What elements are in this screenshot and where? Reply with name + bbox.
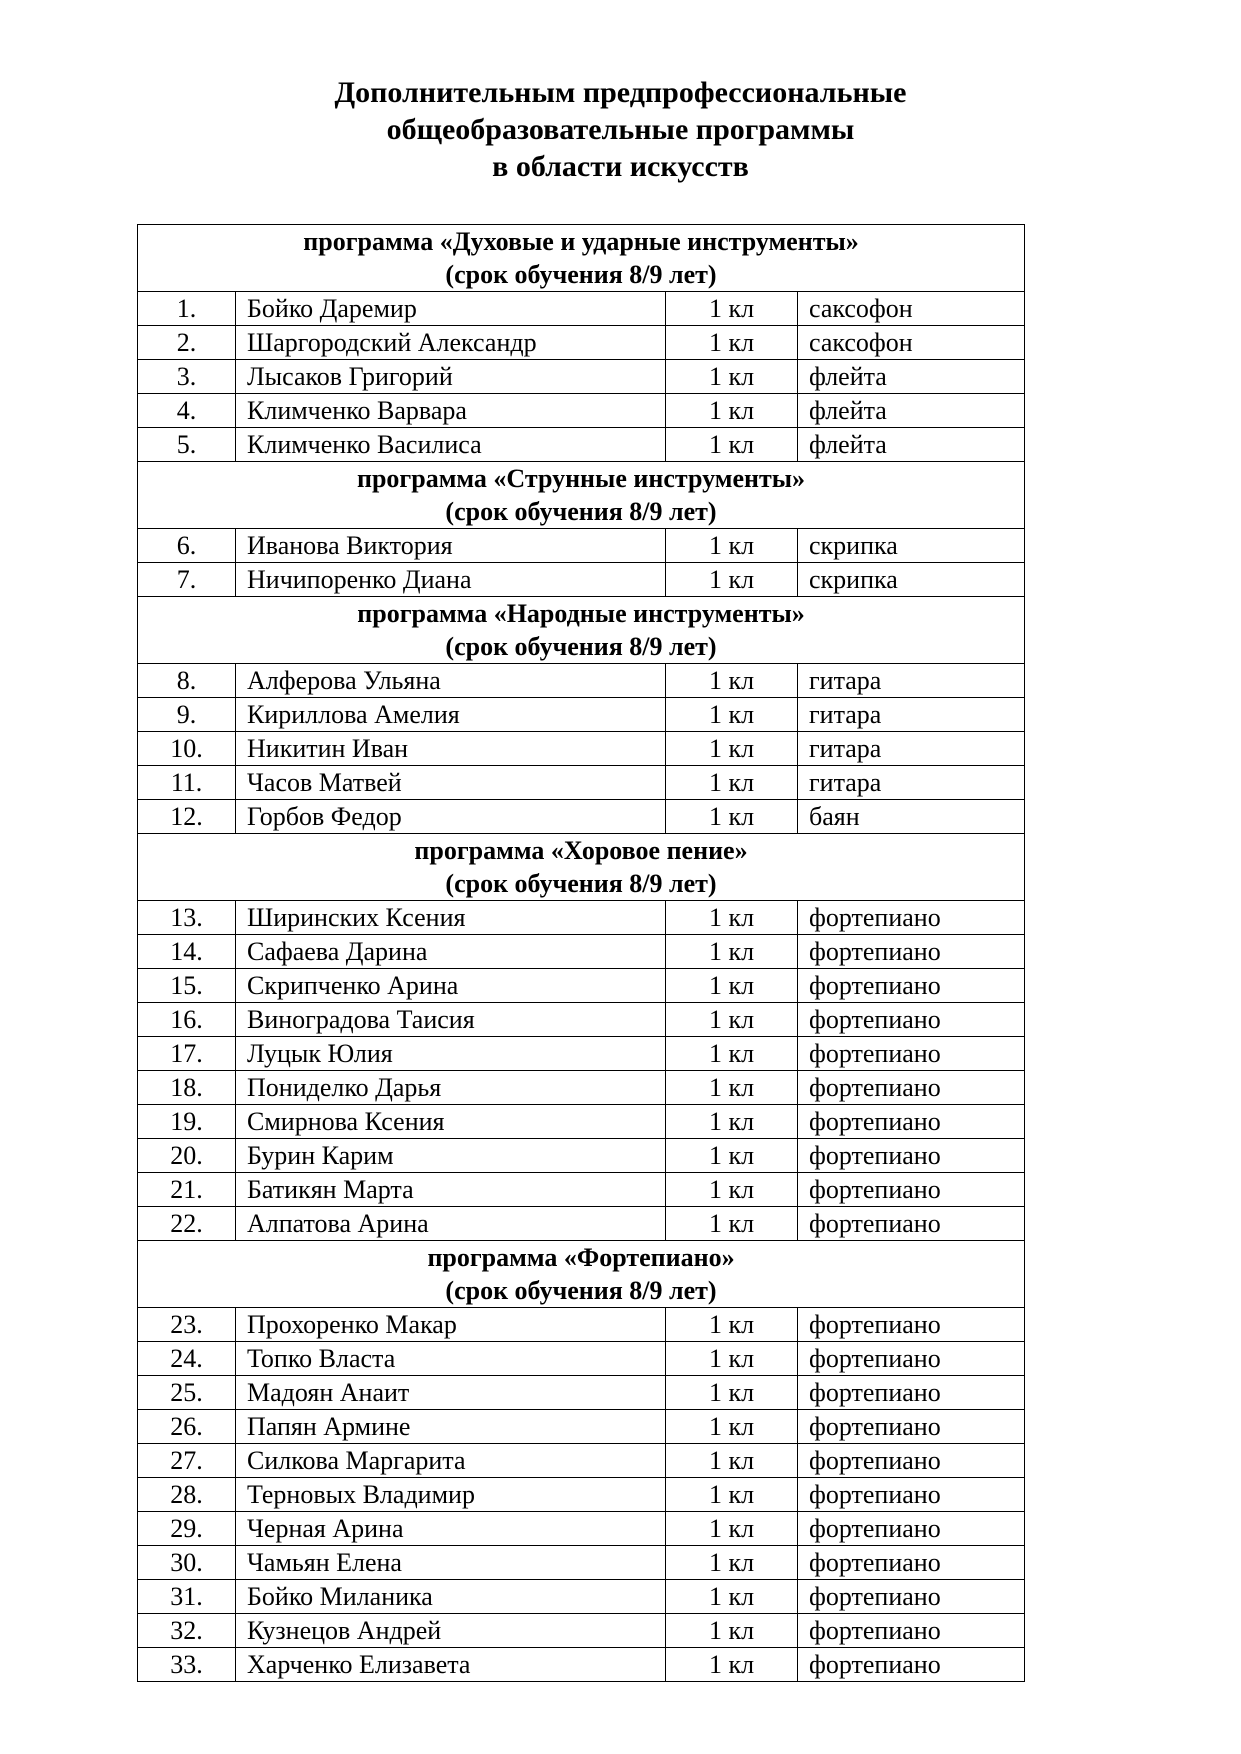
row-number: 12. [138,800,236,834]
student-name: Харченко Елизавета [236,1648,666,1682]
program-name: программа «Фортепиано» [427,1243,735,1272]
table-row [138,360,1025,394]
table-row [138,901,1025,935]
table-row [138,1139,1025,1173]
student-roster-table [137,224,1025,1682]
instrument: фортепиано [798,1139,1025,1173]
instrument: фортепиано [798,935,1025,969]
row-number: 31. [138,1580,236,1614]
instrument: фортепиано [798,1546,1025,1580]
row-number: 3. [138,360,236,394]
student-name: Иванова Виктория [236,529,666,563]
row-number: 21. [138,1173,236,1207]
table-row [138,732,1025,766]
student-name: Шаргородский Александр [236,326,666,360]
instrument: фортепиано [798,1037,1025,1071]
table-row [138,1342,1025,1376]
class-level: 1 кл [666,969,798,1003]
class-level: 1 кл [666,1342,798,1376]
table-row [138,292,1025,326]
class-level: 1 кл [666,766,798,800]
student-name: Часов Матвей [236,766,666,800]
instrument: гитара [798,698,1025,732]
student-name: Пониделко Дарья [236,1071,666,1105]
class-level: 1 кл [666,1546,798,1580]
title-line-3: в области искусств [492,150,749,183]
program-name: программа «Хоровое пение» [414,836,748,865]
student-name: Смирнова Ксения [236,1105,666,1139]
class-level: 1 кл [666,326,798,360]
row-number: 33. [138,1648,236,1682]
instrument: гитара [798,766,1025,800]
class-level: 1 кл [666,1614,798,1648]
class-level: 1 кл [666,292,798,326]
student-name: Климченко Варвара [236,394,666,428]
table-row [138,664,1025,698]
student-name: Кириллова Амелия [236,698,666,732]
student-name: Бойко Миланика [236,1580,666,1614]
row-number: 5. [138,428,236,462]
table-row [138,698,1025,732]
student-name: Терновых Владимир [236,1478,666,1512]
student-name: Мадоян Анаит [236,1376,666,1410]
instrument: фортепиано [798,1207,1025,1241]
program-duration: (срок обучения 8/9 лет) [445,632,717,661]
row-number: 25. [138,1376,236,1410]
title-line-1: Дополнительным предпрофессиональные [334,76,907,109]
row-number: 29. [138,1512,236,1546]
page-title [0,74,1241,185]
instrument: фортепиано [798,1173,1025,1207]
title-line-2: общеобразовательные программы [386,113,855,146]
instrument: фортепиано [798,1071,1025,1105]
instrument: фортепиано [798,901,1025,935]
section-header-cell [138,1241,1025,1308]
program-duration: (срок обучения 8/9 лет) [445,1276,717,1305]
section-header-cell [138,834,1025,901]
table-row [138,935,1025,969]
row-number: 7. [138,563,236,597]
student-name: Бурин Карим [236,1139,666,1173]
instrument: флейта [798,428,1025,462]
row-number: 24. [138,1342,236,1376]
table-row [138,1546,1025,1580]
table-row [138,1478,1025,1512]
student-name: Никитин Иван [236,732,666,766]
class-level: 1 кл [666,360,798,394]
class-level: 1 кл [666,935,798,969]
table-row [138,1512,1025,1546]
class-level: 1 кл [666,1173,798,1207]
table-row [138,766,1025,800]
row-number: 13. [138,901,236,935]
table-row [138,1105,1025,1139]
instrument: фортепиано [798,1478,1025,1512]
row-number: 17. [138,1037,236,1071]
class-level: 1 кл [666,1071,798,1105]
instrument: флейта [798,394,1025,428]
student-name: Топко Власта [236,1342,666,1376]
roster-body [138,225,1025,1682]
instrument: фортепиано [798,1444,1025,1478]
instrument: фортепиано [798,1376,1025,1410]
row-number: 16. [138,1003,236,1037]
class-level: 1 кл [666,1478,798,1512]
section-header-row [138,834,1025,901]
instrument: фортепиано [798,1648,1025,1682]
student-name: Алферова Ульяна [236,664,666,698]
student-name: Горбов Федор [236,800,666,834]
table-row [138,326,1025,360]
class-level: 1 кл [666,1003,798,1037]
program-duration: (срок обучения 8/9 лет) [445,869,717,898]
class-level: 1 кл [666,1037,798,1071]
row-number: 8. [138,664,236,698]
instrument: баян [798,800,1025,834]
row-number: 26. [138,1410,236,1444]
row-number: 15. [138,969,236,1003]
table-row [138,1173,1025,1207]
program-name: программа «Струнные инструменты» [356,464,806,493]
row-number: 6. [138,529,236,563]
table-row [138,1376,1025,1410]
instrument: фортепиано [798,1308,1025,1342]
student-name: Черная Арина [236,1512,666,1546]
table-row [138,529,1025,563]
program-duration: (срок обучения 8/9 лет) [445,260,717,289]
instrument: фортепиано [798,1580,1025,1614]
student-name: Силкова Маргарита [236,1444,666,1478]
section-header-row [138,225,1025,292]
student-name: Чамьян Елена [236,1546,666,1580]
instrument: фортепиано [798,1105,1025,1139]
table-row [138,969,1025,1003]
table-row [138,1580,1025,1614]
row-number: 1. [138,292,236,326]
row-number: 18. [138,1071,236,1105]
row-number: 23. [138,1308,236,1342]
table-row [138,428,1025,462]
student-name: Прохоренко Макар [236,1308,666,1342]
instrument: флейта [798,360,1025,394]
table-row [138,1071,1025,1105]
program-duration: (срок обучения 8/9 лет) [445,497,717,526]
table-row [138,1308,1025,1342]
instrument: саксофон [798,326,1025,360]
student-name: Виноградова Таисия [236,1003,666,1037]
row-number: 19. [138,1105,236,1139]
student-name: Сафаева Дарина [236,935,666,969]
student-name: Луцык Юлия [236,1037,666,1071]
class-level: 1 кл [666,1376,798,1410]
row-number: 20. [138,1139,236,1173]
student-name: Скрипченко Арина [236,969,666,1003]
class-level: 1 кл [666,1512,798,1546]
row-number: 22. [138,1207,236,1241]
instrument: фортепиано [798,1410,1025,1444]
section-header-cell [138,225,1025,292]
row-number: 2. [138,326,236,360]
row-number: 27. [138,1444,236,1478]
student-name: Алпатова Арина [236,1207,666,1241]
row-number: 4. [138,394,236,428]
class-level: 1 кл [666,1444,798,1478]
class-level: 1 кл [666,563,798,597]
class-level: 1 кл [666,1105,798,1139]
class-level: 1 кл [666,394,798,428]
class-level: 1 кл [666,1139,798,1173]
section-header-row [138,1241,1025,1308]
table-row [138,1614,1025,1648]
table-row [138,1648,1025,1682]
class-level: 1 кл [666,698,798,732]
program-name: программа «Духовые и ударные инструменты» [303,227,859,256]
section-header-cell [138,462,1025,529]
class-level: 1 кл [666,1648,798,1682]
program-name: программа «Народные инструменты» [357,599,805,628]
student-name: Бойко Даремир [236,292,666,326]
student-name: Кузнецов Андрей [236,1614,666,1648]
class-level: 1 кл [666,901,798,935]
row-number: 9. [138,698,236,732]
class-level: 1 кл [666,1410,798,1444]
section-header-cell [138,597,1025,664]
row-number: 32. [138,1614,236,1648]
table-row [138,800,1025,834]
class-level: 1 кл [666,529,798,563]
student-name: Лысаков Григорий [236,360,666,394]
instrument: скрипка [798,563,1025,597]
instrument: гитара [798,664,1025,698]
class-level: 1 кл [666,800,798,834]
table-row [138,1003,1025,1037]
student-name: Ничипоренко Диана [236,563,666,597]
class-level: 1 кл [666,732,798,766]
table-row [138,563,1025,597]
row-number: 28. [138,1478,236,1512]
row-number: 11. [138,766,236,800]
student-name: Климченко Василиса [236,428,666,462]
instrument: фортепиано [798,1342,1025,1376]
table-row [138,1410,1025,1444]
student-name: Папян Армине [236,1410,666,1444]
class-level: 1 кл [666,664,798,698]
class-level: 1 кл [666,1580,798,1614]
table-row [138,1207,1025,1241]
class-level: 1 кл [666,428,798,462]
instrument: скрипка [798,529,1025,563]
instrument: фортепиано [798,1003,1025,1037]
class-level: 1 кл [666,1207,798,1241]
section-header-row [138,597,1025,664]
student-name: Батикян Марта [236,1173,666,1207]
student-name: Ширинских Ксения [236,901,666,935]
table-row [138,394,1025,428]
instrument: гитара [798,732,1025,766]
row-number: 30. [138,1546,236,1580]
table-row [138,1444,1025,1478]
instrument: саксофон [798,292,1025,326]
section-header-row [138,462,1025,529]
row-number: 14. [138,935,236,969]
table-row [138,1037,1025,1071]
instrument: фортепиано [798,1512,1025,1546]
row-number: 10. [138,732,236,766]
instrument: фортепиано [798,969,1025,1003]
class-level: 1 кл [666,1308,798,1342]
instrument: фортепиано [798,1614,1025,1648]
